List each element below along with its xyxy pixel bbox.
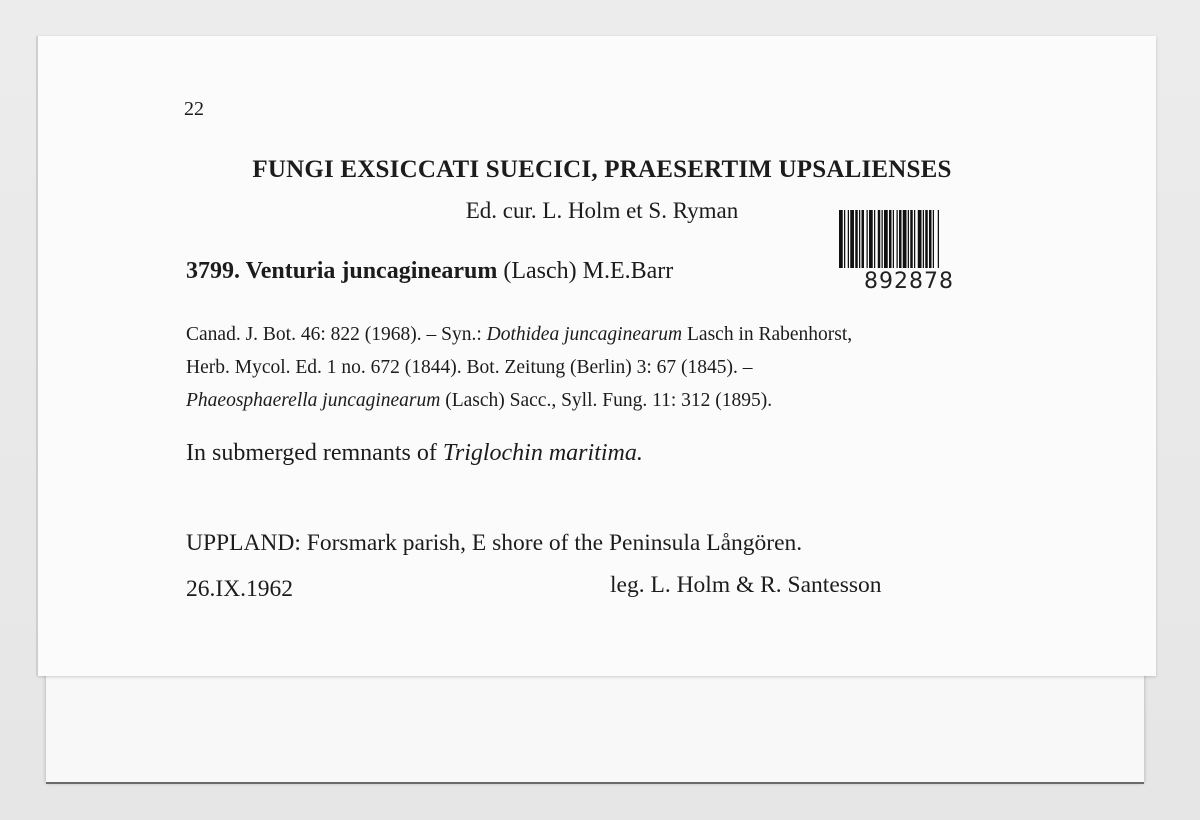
barcode-bar xyxy=(889,210,892,268)
barcode-bar xyxy=(884,210,888,268)
reference-line-1: Canad. J. Bot. 46: 822 (1968). – Syn.: Dothidea juncaginearum Lasch in Rabenhorst, xyxy=(186,324,853,345)
barcode-bar xyxy=(897,210,898,268)
barcode-bar xyxy=(874,210,875,268)
label-content xyxy=(38,36,1156,676)
barcode-bar xyxy=(878,210,881,268)
editors-line: Ed. cur. L. Holm et S. Ryman xyxy=(465,198,739,223)
herbarium-label-sheet xyxy=(38,36,1156,676)
barcode-bar xyxy=(923,210,924,268)
taxon-authority: (Lasch) M.E.Barr xyxy=(497,258,674,284)
barcode-bar xyxy=(855,210,858,268)
synonym-phaeosphaerella: Phaeosphaerella juncaginearum xyxy=(186,390,441,411)
page-number: 22 xyxy=(184,98,204,120)
barcode-bar xyxy=(903,210,907,268)
barcode-bar xyxy=(893,210,894,268)
collection-date: 26.IX.1962 xyxy=(186,576,294,602)
locality-line: UPPLAND: Forsmark parish, E shore of the Peninsula Långören. xyxy=(186,530,803,556)
barcode-bar xyxy=(929,210,932,268)
barcode-bar xyxy=(882,210,883,268)
barcode-bar xyxy=(862,210,865,268)
barcode-bar xyxy=(908,210,909,268)
barcode-bar xyxy=(933,210,934,268)
barcode-bar xyxy=(848,210,849,268)
barcode-bar xyxy=(918,210,922,268)
habitat-line: In submerged remnants of Triglochin maritima. xyxy=(186,440,643,466)
barcode-bar xyxy=(938,210,939,268)
barcode-number: 892878 xyxy=(864,269,954,294)
reference-line-2: Herb. Mycol. Ed. 1 no. 672 (1844). Bot. Zeitung (Berlin) 3: 67 (1845). – xyxy=(186,357,753,378)
barcode-bar xyxy=(910,210,913,268)
lower-paper-sheet xyxy=(46,660,1144,782)
barcode-bar xyxy=(844,210,845,268)
barcode xyxy=(824,210,994,294)
barcode-bar xyxy=(869,210,873,268)
barcode-bars xyxy=(839,210,979,268)
synonym-dothidea: Dothidea juncaginearum xyxy=(486,324,683,345)
host-name: Triglochin maritima. xyxy=(442,440,643,466)
taxon-line xyxy=(186,258,673,285)
barcode-bar xyxy=(925,210,928,268)
barcode-bar xyxy=(839,210,843,268)
collector-line: leg. L. Holm & R. Santesson xyxy=(610,572,882,598)
barcode-bar xyxy=(867,210,868,268)
barcode-bar xyxy=(899,210,902,268)
barcode-bar xyxy=(914,210,915,268)
reference-line-3: Phaeosphaerella juncaginearum (Lasch) Sacc., Syll. Fung. 11: 312 (1895). xyxy=(186,390,773,411)
barcode-bar xyxy=(859,210,860,268)
references xyxy=(186,318,852,417)
taxon-number-and-name: 3799. Venturia juncaginearum xyxy=(186,258,498,284)
series-title: FUNGI EXSICCATI SUECICI, PRAESERTIM UPSALIENSES xyxy=(252,156,952,183)
barcode-bar xyxy=(850,210,854,268)
